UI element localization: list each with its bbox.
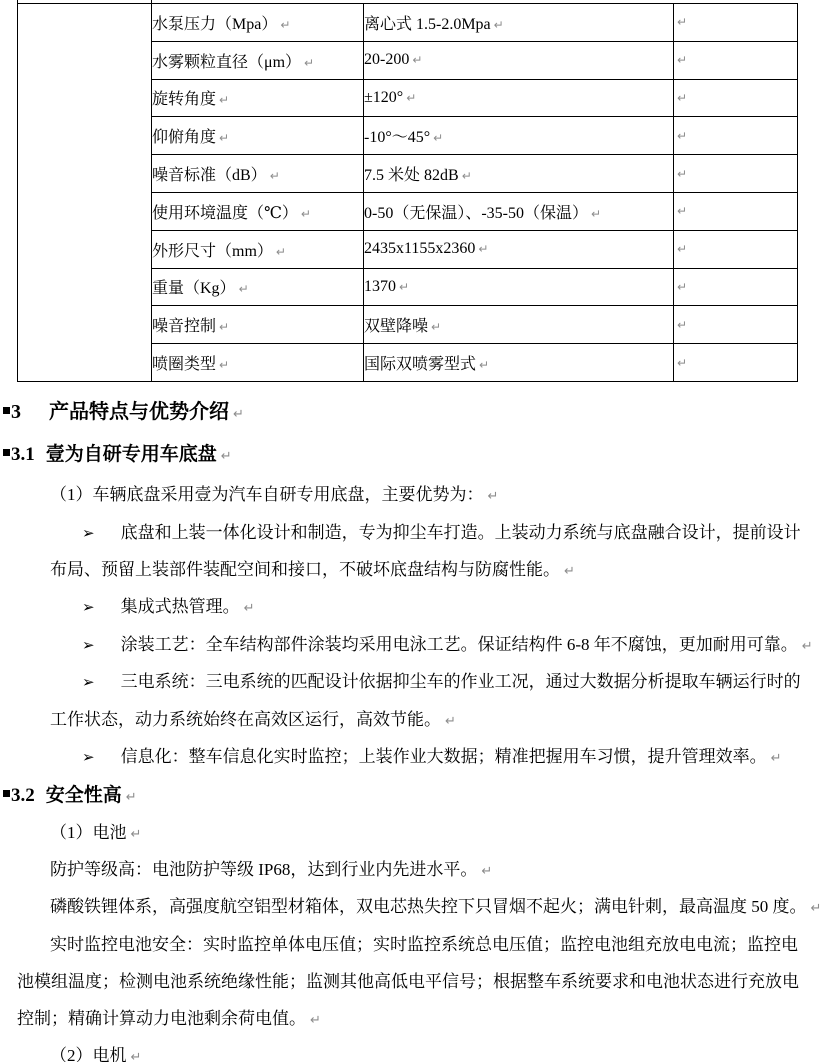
- text-run: 磷酸铁锂体系，高强度航空铝型材箱体，双电芯热失控下只冒烟不起火；满电针刺，最高温度 50 度。: [50, 897, 807, 916]
- spec-label-text: 水雾颗粒直径（μm）: [152, 53, 302, 71]
- heading-square-icon: [3, 407, 10, 414]
- paragraph-mark: ↵: [219, 358, 230, 373]
- paragraph-mark: ↵: [564, 564, 575, 579]
- spec-empty-cell[interactable]: [674, 306, 798, 344]
- section-heading[interactable]: [3, 784, 137, 807]
- text-run: 涂装工艺：全车结构部件涂装均采用电泳工艺。保证结构件 6-8 年不腐蚀，更加耐用可靠。: [120, 635, 798, 654]
- text-line[interactable]: [50, 484, 498, 505]
- spec-label-cell[interactable]: [152, 268, 364, 306]
- paragraph-mark: ↵: [479, 358, 490, 373]
- paragraph-mark: ↵: [677, 317, 688, 332]
- spec-label-cell[interactable]: [152, 4, 364, 42]
- paragraph-mark: ↵: [431, 320, 442, 335]
- text-line[interactable]: [17, 971, 799, 992]
- text-run: （1）电池: [50, 823, 127, 842]
- spec-value-text: -10°～45°: [364, 129, 431, 147]
- text-run: 底盘和上装一体化设计和制造，专为抑尘车打造。上装动力系统与底盘融合设计，提前设计: [120, 523, 801, 542]
- paragraph-mark: ↵: [238, 282, 249, 297]
- spec-label-text: 使用环境温度（℃）: [152, 204, 298, 222]
- paragraph-mark: ↵: [406, 90, 417, 105]
- paragraph-mark: ↵: [269, 169, 280, 184]
- text-run: （1）车辆底盘采用壹为汽车自研专用底盘，主要优势为：: [50, 485, 484, 504]
- paragraph-mark: ↵: [130, 1050, 142, 1062]
- spec-value-text: 国际双喷雾型式: [364, 356, 477, 374]
- spec-value-text: 20-200: [364, 51, 410, 69]
- spec-empty-cell[interactable]: [674, 4, 798, 42]
- spec-label-cell[interactable]: [152, 117, 364, 155]
- spec-label-cell[interactable]: [152, 79, 364, 117]
- paragraph-mark: ↵: [130, 827, 142, 842]
- paragraph-mark: ↵: [801, 639, 813, 654]
- spec-label-cell[interactable]: [152, 230, 364, 268]
- text-line[interactable]: [82, 596, 254, 617]
- paragraph-mark: ↵: [810, 901, 822, 916]
- paragraph-mark: ↵: [493, 17, 504, 32]
- text-run: （2）电机: [50, 1046, 127, 1062]
- text-run: 信息化：整车信息化实时监控；上装作业大数据；精准把握用车习惯，提升管理效率。: [120, 747, 767, 766]
- text-line[interactable]: [82, 671, 801, 692]
- paragraph-mark: ↵: [461, 169, 472, 184]
- text-run: 工作状态，动力系统始终在高效区运行，高效节能。: [50, 710, 441, 729]
- section-heading[interactable]: [3, 443, 232, 466]
- text-line[interactable]: [82, 522, 801, 543]
- spec-empty-cell[interactable]: [674, 268, 798, 306]
- text-run: 实时监控电池安全：实时监控单体电压值；实时监控系统总电压值；监控电池组充放电电流；监控电: [50, 935, 798, 954]
- paragraph-mark: ↵: [433, 131, 444, 146]
- spec-label-cell[interactable]: [152, 344, 364, 382]
- text-run: 集成式热管理。: [120, 597, 240, 616]
- heading-number: 3.1: [11, 444, 35, 465]
- text-line[interactable]: [17, 1008, 321, 1029]
- text-line[interactable]: [82, 634, 813, 655]
- heading-square-icon: [3, 449, 10, 456]
- text-line[interactable]: [50, 859, 492, 880]
- paragraph-mark: ↵: [280, 17, 291, 32]
- paragraph-mark: ↵: [677, 279, 688, 294]
- spec-value-cell[interactable]: [364, 192, 674, 230]
- paragraph-mark: ↵: [770, 751, 782, 766]
- paragraph-mark: ↵: [219, 320, 230, 335]
- heading-number: 3: [11, 401, 21, 423]
- spec-value-cell[interactable]: [364, 4, 674, 42]
- paragraph-mark: ↵: [275, 244, 286, 259]
- spec-label-text: 噪音标准（dB）: [152, 167, 267, 185]
- spec-label-text: 喷圈类型: [152, 356, 217, 374]
- arrow-bullet-icon: ➢: [82, 636, 95, 654]
- paragraph-mark: ↵: [219, 131, 230, 146]
- arrow-bullet-icon: ➢: [82, 524, 95, 542]
- text-line[interactable]: [50, 934, 798, 955]
- paragraph-mark: ↵: [219, 93, 230, 108]
- spec-label-text: 噪音控制: [152, 318, 217, 336]
- spec-empty-cell[interactable]: [674, 344, 798, 382]
- paragraph-mark: ↵: [677, 53, 688, 68]
- spec-label-cell[interactable]: [152, 41, 364, 79]
- spec-label-text: 旋转角度: [152, 91, 217, 109]
- spec-empty-cell[interactable]: [674, 155, 798, 193]
- paragraph-mark: ↵: [310, 1013, 321, 1028]
- text-line[interactable]: [50, 709, 456, 730]
- paragraph-mark: ↵: [445, 714, 456, 729]
- arrow-bullet-icon: ➢: [82, 673, 95, 691]
- spec-value-text: 7.5 米处 82dB: [364, 167, 459, 185]
- spec-value-cell[interactable]: [364, 344, 674, 382]
- spec-value-text: 1370: [364, 277, 396, 295]
- paragraph-mark: ↵: [591, 206, 602, 221]
- spec-value-cell[interactable]: [364, 155, 674, 193]
- paragraph-mark: ↵: [300, 206, 311, 221]
- spec-value-text: ±120°: [364, 88, 404, 106]
- spec-label-text: 水泵压力（Mpa）: [152, 15, 278, 33]
- paragraph-mark: ↵: [677, 242, 688, 257]
- text-run: 池模组温度；检测电池系统绝缘性能；监测其他高低电平信号；根据整车系统要求和电池状态进行充放电: [17, 972, 799, 991]
- paragraph-mark: ↵: [478, 242, 489, 257]
- heading-square-icon: [3, 790, 10, 797]
- paragraph-mark: ↵: [220, 449, 232, 464]
- text-run: 控制；精确计算动力电池剩余荷电值。: [17, 1009, 306, 1028]
- spec-empty-cell[interactable]: [674, 192, 798, 230]
- spec-table-row: [18, 4, 798, 42]
- spec-value-cell[interactable]: [364, 306, 674, 344]
- paragraph-mark: ↵: [677, 90, 688, 105]
- text-line[interactable]: [50, 1045, 141, 1062]
- spec-value-text: 离心式 1.5-2.0Mpa: [364, 15, 491, 33]
- paragraph-mark: ↵: [677, 166, 688, 181]
- spec-empty-cell[interactable]: [674, 117, 798, 155]
- spec-value-text: 0-50（无保温）、-35-50（保温）: [364, 204, 588, 222]
- spec-label-text: 仰俯角度: [152, 129, 217, 147]
- paragraph-mark: ↵: [677, 204, 688, 219]
- spec-value-cell[interactable]: [364, 117, 674, 155]
- heading-title: 壹为自研专用车底盘: [45, 444, 217, 465]
- paragraph-mark: ↵: [481, 864, 493, 879]
- paragraph-mark: ↵: [487, 489, 499, 504]
- paragraph-mark: ↵: [125, 790, 137, 805]
- section-heading[interactable]: [3, 400, 244, 424]
- text-run: 防护等级高：电池防护等级 IP68，达到行业内先进水平。: [50, 860, 478, 879]
- text-line[interactable]: [50, 896, 821, 917]
- paragraph-mark: ↵: [243, 601, 255, 616]
- paragraph-mark: ↵: [677, 128, 688, 143]
- heading-title: 安全性高: [45, 785, 122, 806]
- heading-title: 产品特点与优势介绍: [49, 401, 229, 423]
- paragraph-mark: ↵: [399, 279, 410, 294]
- spec-empty-cell[interactable]: [674, 230, 798, 268]
- spec-label-text: 外形尺寸（mm）: [152, 242, 273, 260]
- spec-value-text: 双壁降噪: [364, 318, 429, 336]
- paragraph-mark: ↵: [677, 15, 688, 30]
- paragraph-mark: ↵: [412, 53, 423, 68]
- spec-empty-cell[interactable]: [674, 41, 798, 79]
- paragraph-mark: ↵: [304, 55, 315, 70]
- spec-table: [17, 3, 798, 382]
- arrow-bullet-icon: ➢: [82, 748, 95, 766]
- spec-label-cell[interactable]: [152, 306, 364, 344]
- spec-empty-cell[interactable]: [674, 79, 798, 117]
- paragraph-mark: ↵: [233, 407, 244, 422]
- spec-value-cell[interactable]: [364, 41, 674, 79]
- spec-label-cell[interactable]: [152, 192, 364, 230]
- text-line[interactable]: [50, 822, 141, 843]
- spec-label-cell[interactable]: [152, 155, 364, 193]
- spec-value-cell[interactable]: [364, 268, 674, 306]
- text-run: 布局、预留上装部件装配空间和接口，不破坏底盘结构与防腐性能。: [50, 560, 560, 579]
- text-line[interactable]: [50, 559, 575, 580]
- spec-value-cell[interactable]: [364, 79, 674, 117]
- text-run: 三电系统：三电系统的匹配设计依据抑尘车的作业工况，通过大数据分析提取车辆运行时的: [120, 672, 801, 691]
- heading-number: 3.2: [11, 785, 35, 806]
- spec-value-text: 2435x1155x2360: [364, 240, 476, 258]
- arrow-bullet-icon: ➢: [82, 598, 95, 616]
- paragraph-mark: ↵: [677, 355, 688, 370]
- text-line[interactable]: [82, 746, 781, 767]
- spec-label-text: 重量（Kg）: [152, 280, 236, 298]
- spec-merged-empty-cell[interactable]: [18, 4, 152, 382]
- spec-value-cell[interactable]: [364, 230, 674, 268]
